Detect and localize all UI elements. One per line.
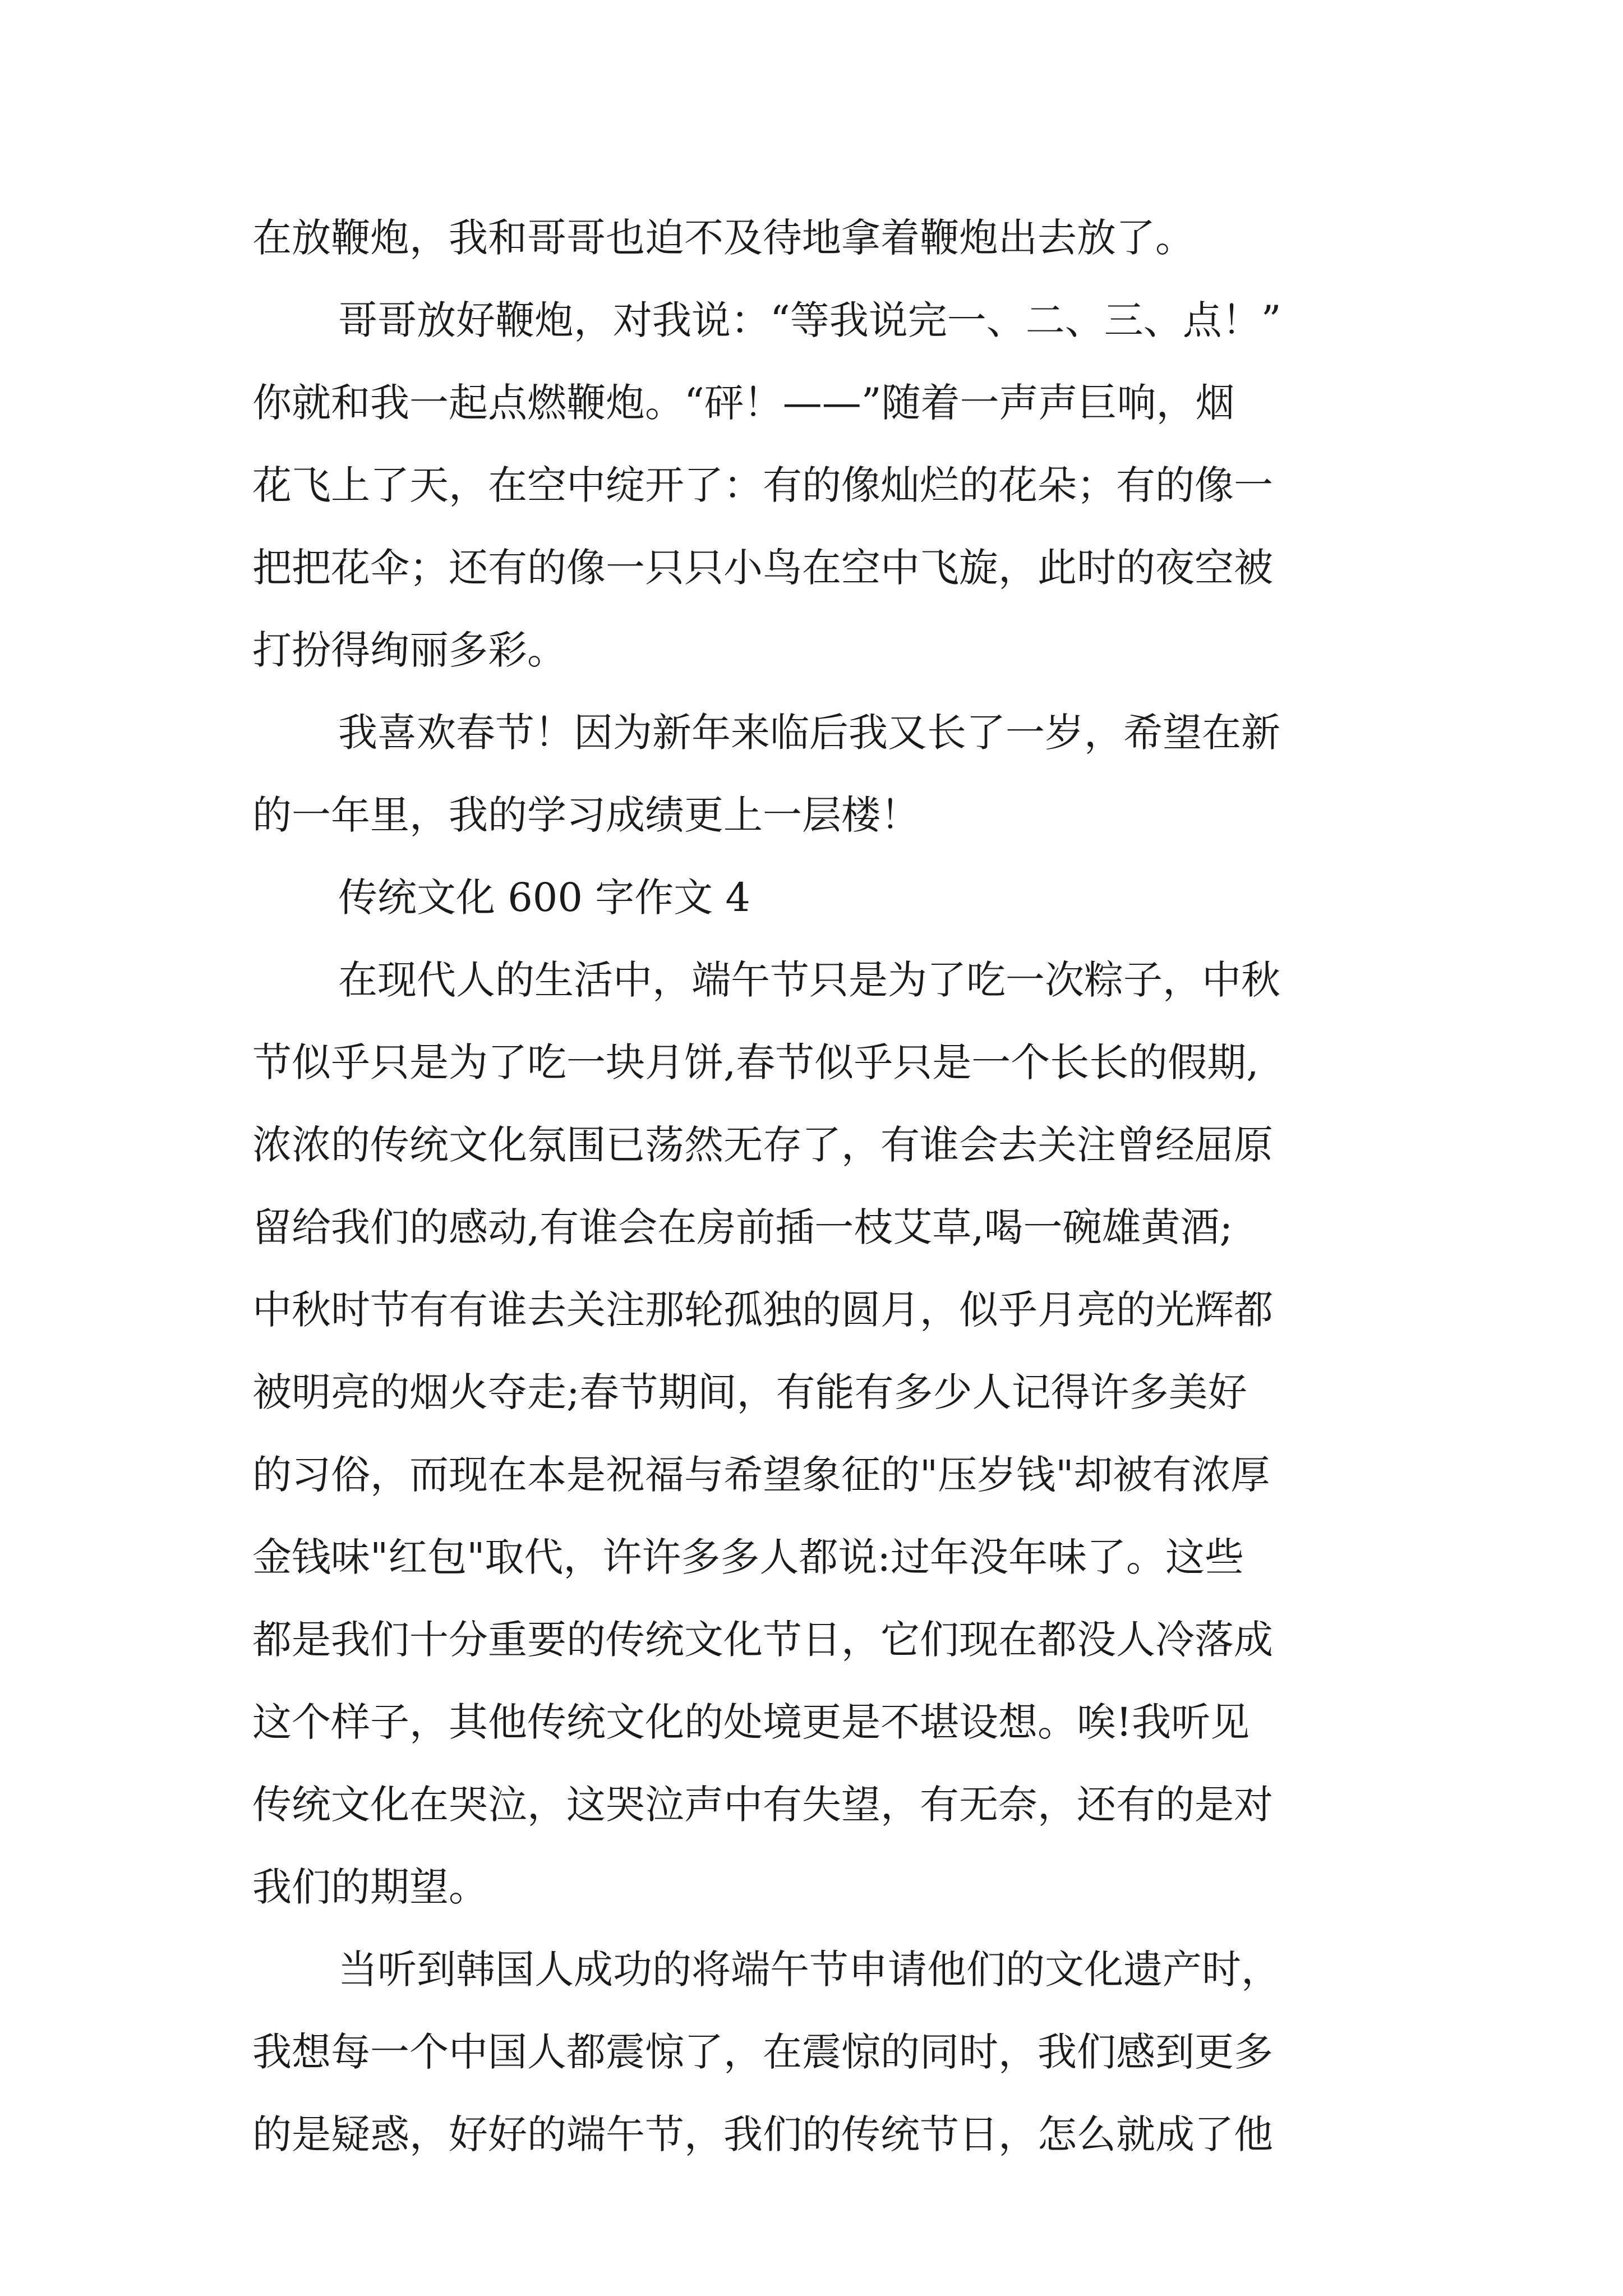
text-line: 的一年里，我的学习成绩更上一层楼！ [252,792,920,838]
section-heading: 传统文化 600 字作文 4 [338,875,750,921]
text-line: 当听到韩国人成功的将端午节申请他们的文化遗产时， [338,1947,1280,1993]
text-line: 留给我们的感动,有谁会在房前插一枝艾草,喝一碗雄黄酒; [252,1204,1233,1250]
text-line: 把把花伞；还有的像一只只小鸟在空中飞旋，此时的夜空被 [252,545,1273,591]
text-line: 我想每一个中国人都震惊了，在震惊的同时，我们感到更多 [252,2029,1273,2075]
text-line: 节似乎只是为了吃一块月饼,春节似乎只是一个长长的假期, [252,1039,1259,1085]
text-line: 金钱味"红包"取代，许许多多人都说:过年没年味了。这些 [252,1534,1244,1580]
text-line: 中秋时节有有谁去关注那轮孤独的圆月，似乎月亮的光辉都 [252,1287,1273,1333]
text-line: 我喜欢春节！因为新年来临后我又长了一岁，希望在新 [338,710,1280,756]
text-line: 都是我们十分重要的传统文化节日，它们现在都没人冷落成 [252,1617,1273,1663]
text-line: 打扮得绚丽多彩。 [252,627,566,673]
text-line: 传统文化在哭泣，这哭泣声中有失望，有无奈，还有的是对 [252,1782,1273,1828]
text-line: 在现代人的生活中，端午节只是为了吃一次粽子，中秋 [338,957,1280,1003]
text-line: 的是疑惑，好好的端午节，我们的传统节日，怎么就成了他 [252,2111,1273,2157]
text-line: 你就和我一起点燃鞭炮。“砰！——”随着一声声巨响，烟 [252,380,1235,426]
text-line: 这个样子，其他传统文化的处境更是不堪设想。唉!我听见 [252,1699,1250,1745]
text-line: 花飞上了天，在空中绽开了：有的像灿烂的花朵；有的像一 [252,462,1273,508]
text-line: 哥哥放好鞭炮，对我说：“等我说完一、二、三、点！” [338,297,1281,343]
text-line: 在放鞭炮，我和哥哥也迫不及待地拿着鞭炮出去放了。 [252,215,1195,261]
text-line: 被明亮的烟火夺走;春节期间，有能有多少人记得许多美好 [252,1369,1247,1415]
text-line: 浓浓的传统文化氛围已荡然无存了，有谁会去关注曾经屈原 [252,1122,1273,1168]
text-line: 我们的期望。 [252,1864,488,1910]
text-line: 的习俗，而现在本是祝福与希望象征的"压岁钱"却被有浓厚 [252,1452,1270,1498]
